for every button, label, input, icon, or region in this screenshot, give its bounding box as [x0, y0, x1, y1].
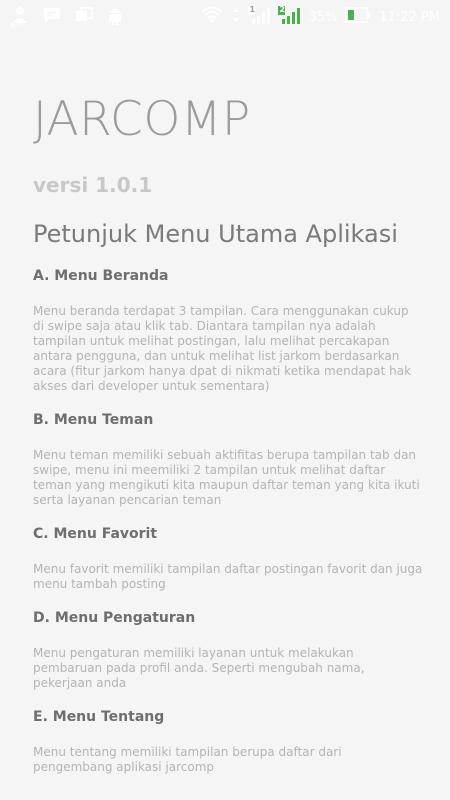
app-version: versi 1.0.1: [33, 173, 153, 197]
sim1-label: 1: [249, 5, 256, 14]
status-bar-notifications: [10, 5, 124, 29]
section-body: Menu favorit memiliki tampilan daftar postingan favorit dan juga menu tambah posting: [33, 562, 423, 591]
clock: 11:22 PM: [379, 9, 440, 25]
about-content: [33, 90, 423, 775]
section-body: Menu teman memiliki sebuah aktifitas berupa tampilan tab dan swipe, menu ini meemiliki 2 tampilan untuk melihat daftar teman yang mengikuti kita maupun daftar teman yang kita ikuti serta layanan pencarian teman: [33, 448, 420, 507]
status-bar-system: [200, 5, 440, 29]
user-icon-label: Ajan: [10, 22, 24, 29]
battery-percent: 35%: [308, 9, 338, 25]
multi-window-icon: [74, 6, 94, 28]
section-menu-beranda: [33, 266, 423, 394]
status-bar: [0, 0, 450, 32]
section-heading: A. Menu Beranda: [33, 268, 169, 284]
section-heading: E. Menu Tentang: [33, 709, 165, 725]
section-menu-tentang: [33, 707, 423, 775]
guide-title: Petunjuk Menu Utama Aplikasi: [33, 220, 398, 248]
section-heading: D. Menu Pengaturan: [33, 610, 196, 626]
data-transfer-icon: [232, 6, 240, 28]
section-heading: C. Menu Favorit: [33, 526, 158, 542]
section-menu-favorit: [33, 524, 423, 592]
app-title: JARCOMP: [33, 92, 251, 147]
battery-icon: [345, 7, 371, 27]
section-heading: B. Menu Teman: [33, 412, 154, 428]
user-icon: [10, 5, 30, 29]
section-body: Menu pengaturan memiliki layanan untuk melakukan pembaruan pada profil anda. Seperti mengubah nama, pekerjaan anda: [33, 646, 365, 690]
chat-icon: [42, 6, 62, 28]
section-body: Menu beranda terdapat 3 tampilan. Cara menggunakan cukup di swipe saja atau klik tab. Diantara tampilan nya adalah tampilan untuk melihat postingan, lalu melihat percakapan antara pengguna, dan untuk melihat list jarkom berdasarkan acara (fitur jarkom hanya dpat di nikmati ketika mendapat hak akses dari developer untuk sementara): [33, 304, 412, 393]
section-menu-pengaturan: [33, 608, 423, 691]
wifi-icon: [200, 5, 224, 29]
android-icon: [106, 5, 124, 29]
section-body: Menu tentang memiliki tampilan berupa daftar dari pengembang aplikasi jarcomp: [33, 745, 342, 774]
sim1-signal-icon: [248, 5, 270, 29]
sim2-signal-icon: [278, 5, 300, 29]
sim2-label: 2: [279, 5, 286, 14]
section-menu-teman: [33, 410, 423, 508]
